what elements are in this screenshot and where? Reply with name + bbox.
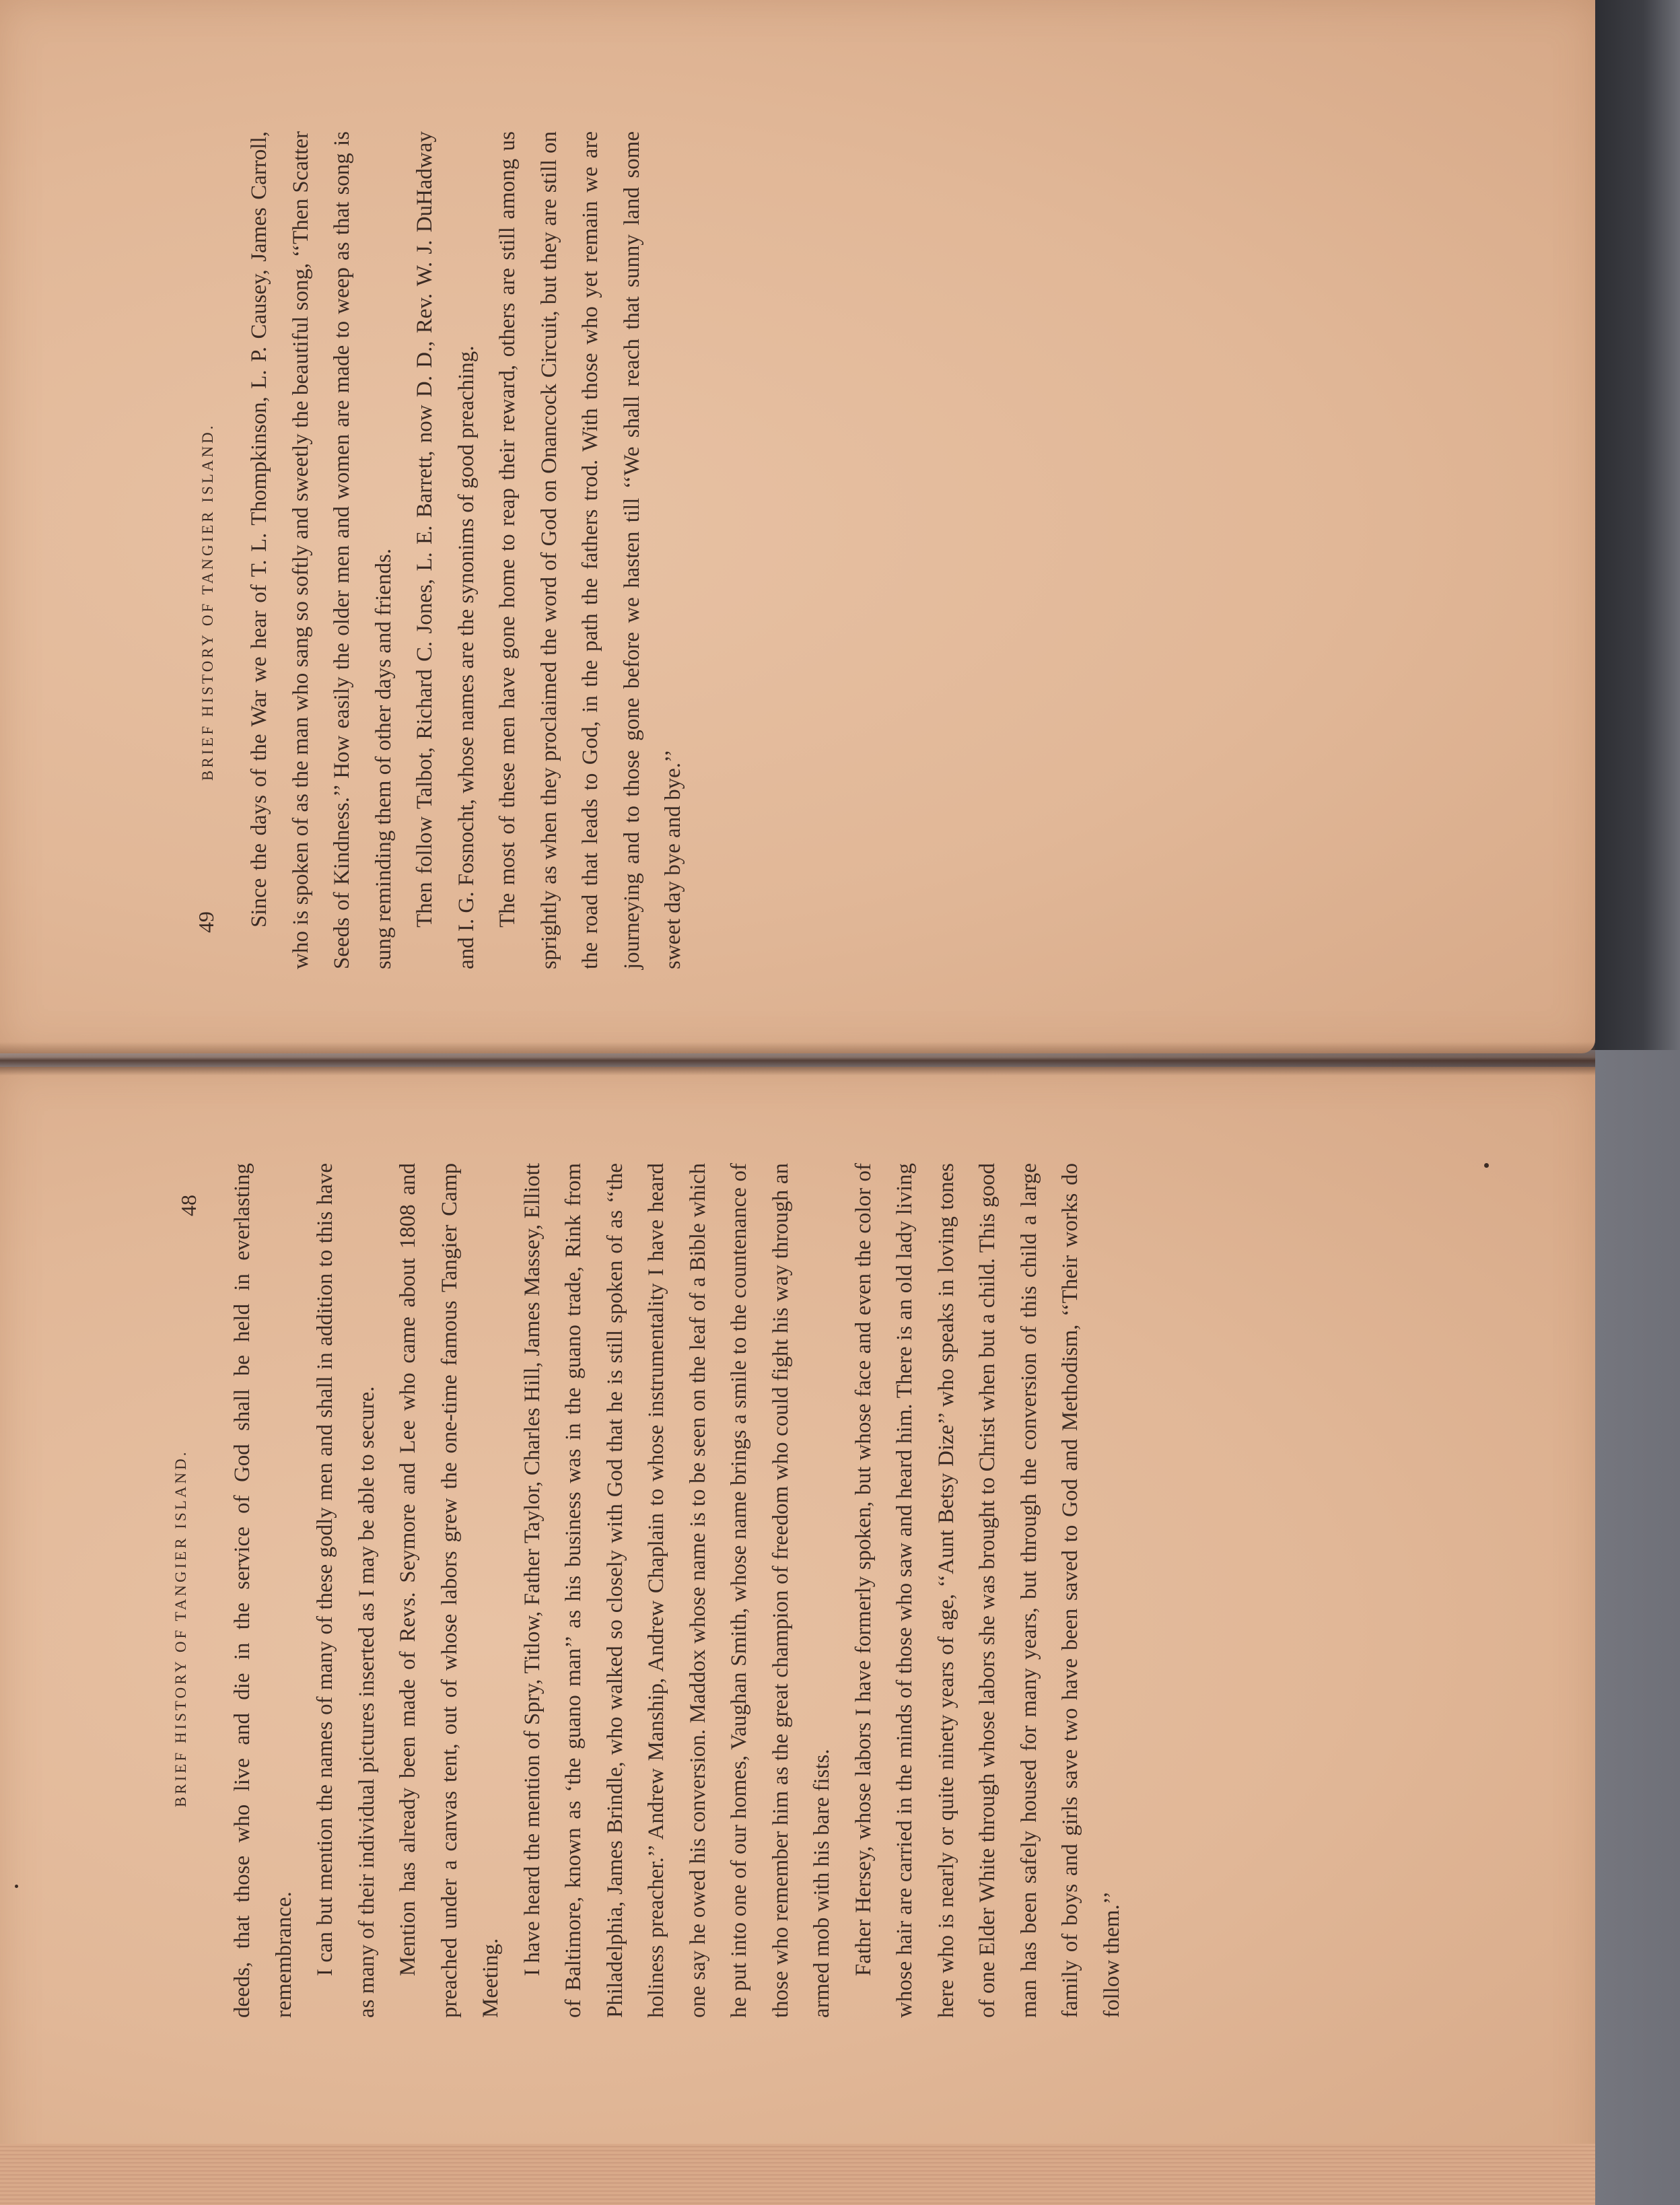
paragraph: Father Hersey, whose labors I have formerly spoken, but whose face and even the color of whose hair are carried in the minds of those who saw and heard him. There is an old lady living here who is nearly or quite ninety years of age, ‘‘Aunt Betsy Dize’’ who speaks in loving tones of one Elder White through whose labors she was brought to Christ when but a child. This good man has been safely housed for many years, but through the conversion of this child a large family of boys and girls save two have been saved to God and Methodism, ‘‘Their works do follow them.’’: [851, 1163, 1124, 2018]
running-head-48: BRIEF HISTORY OF TANGIER ISLAND.: [172, 1449, 189, 1807]
paragraph: Then follow Talbot, Richard C. Jones, L. E. Barrett, now D. D., Rev. W. J. DuHadway and I. G. Fosnocht, whose names are the synonims of good preaching.: [413, 131, 479, 969]
paragraph: deeds, that those who live and die in the service of God shall be held in everlasting remembrance.: [230, 1163, 296, 2018]
paragraph: Since the days of the War we hear of T. L. Thompkinson, L. P. Causey, James Carroll, who is spoken of as the man who sang so softly and sweetly the beautiful song, ‘‘Then Scatter Seeds of Kindness.’’ How easily the older men and women are made to weep as that song is sung reminding them of other days and friends.: [247, 131, 396, 969]
page-49: [0, 0, 1595, 1053]
page-number-48: 48: [176, 1195, 201, 1216]
ink-speck: [15, 1885, 18, 1888]
book-gutter: [0, 1042, 1595, 1076]
page-edges: [0, 2144, 1595, 2205]
page-49-text: [239, 131, 695, 969]
paragraph: I can but mention the names of many of these godly men and shall in addition to this have as many of their individual pictures inserted as I may be able to secure.: [313, 1163, 379, 2018]
page-48: [0, 1067, 1595, 2205]
paragraph: I have heard the mention of Spry, Titlow, Father Taylor, Charles Hill, James Massey, Elliott of Baltimore, known as ‘the guano man’’ as his business was in the guano trade, Rink from Philadelphia, James Brindle, who walked so closely with God that he is still spoken of as ‘‘the holiness preacher.’’ Andrew Manship, Andrew Chaplain to whose instrumentality I have heard one say he owed his conversion. Maddox whose name is to be seen on the leaf of a Bible which he put into one of our homes, Vaughan Smith, whose name brings a smile to the countenance of those who remember him as the great champion of freedom who could fight his way through an armed mob with his bare fists.: [520, 1163, 834, 2018]
ink-speck: [1484, 1163, 1489, 1168]
page-number-49: 49: [194, 911, 218, 933]
paragraph: Mention has already been made of Revs. Seymore and Lee who came about 1808 and preached under a canvas tent, out of whose labors grew the one-time famous Tangier Camp Meeting.: [396, 1163, 503, 2018]
running-head-49: BRIEF HISTORY OF TANGIER ISLAND.: [199, 423, 216, 781]
scanner-background: [1588, 0, 1680, 1050]
paragraph: The most of these men have gone home to reap their reward, others are still among us sprightly as when they proclaimed the word of God on Onancock Circuit, but they are still on the road that leads to God, in the path the fathers trod. With those who yet remain we are journeying and to those gone before we hasten till ‘‘We shall reach that sunny land some sweet day bye and bye.’’: [495, 131, 685, 969]
page-48-text: [222, 1163, 1133, 2018]
